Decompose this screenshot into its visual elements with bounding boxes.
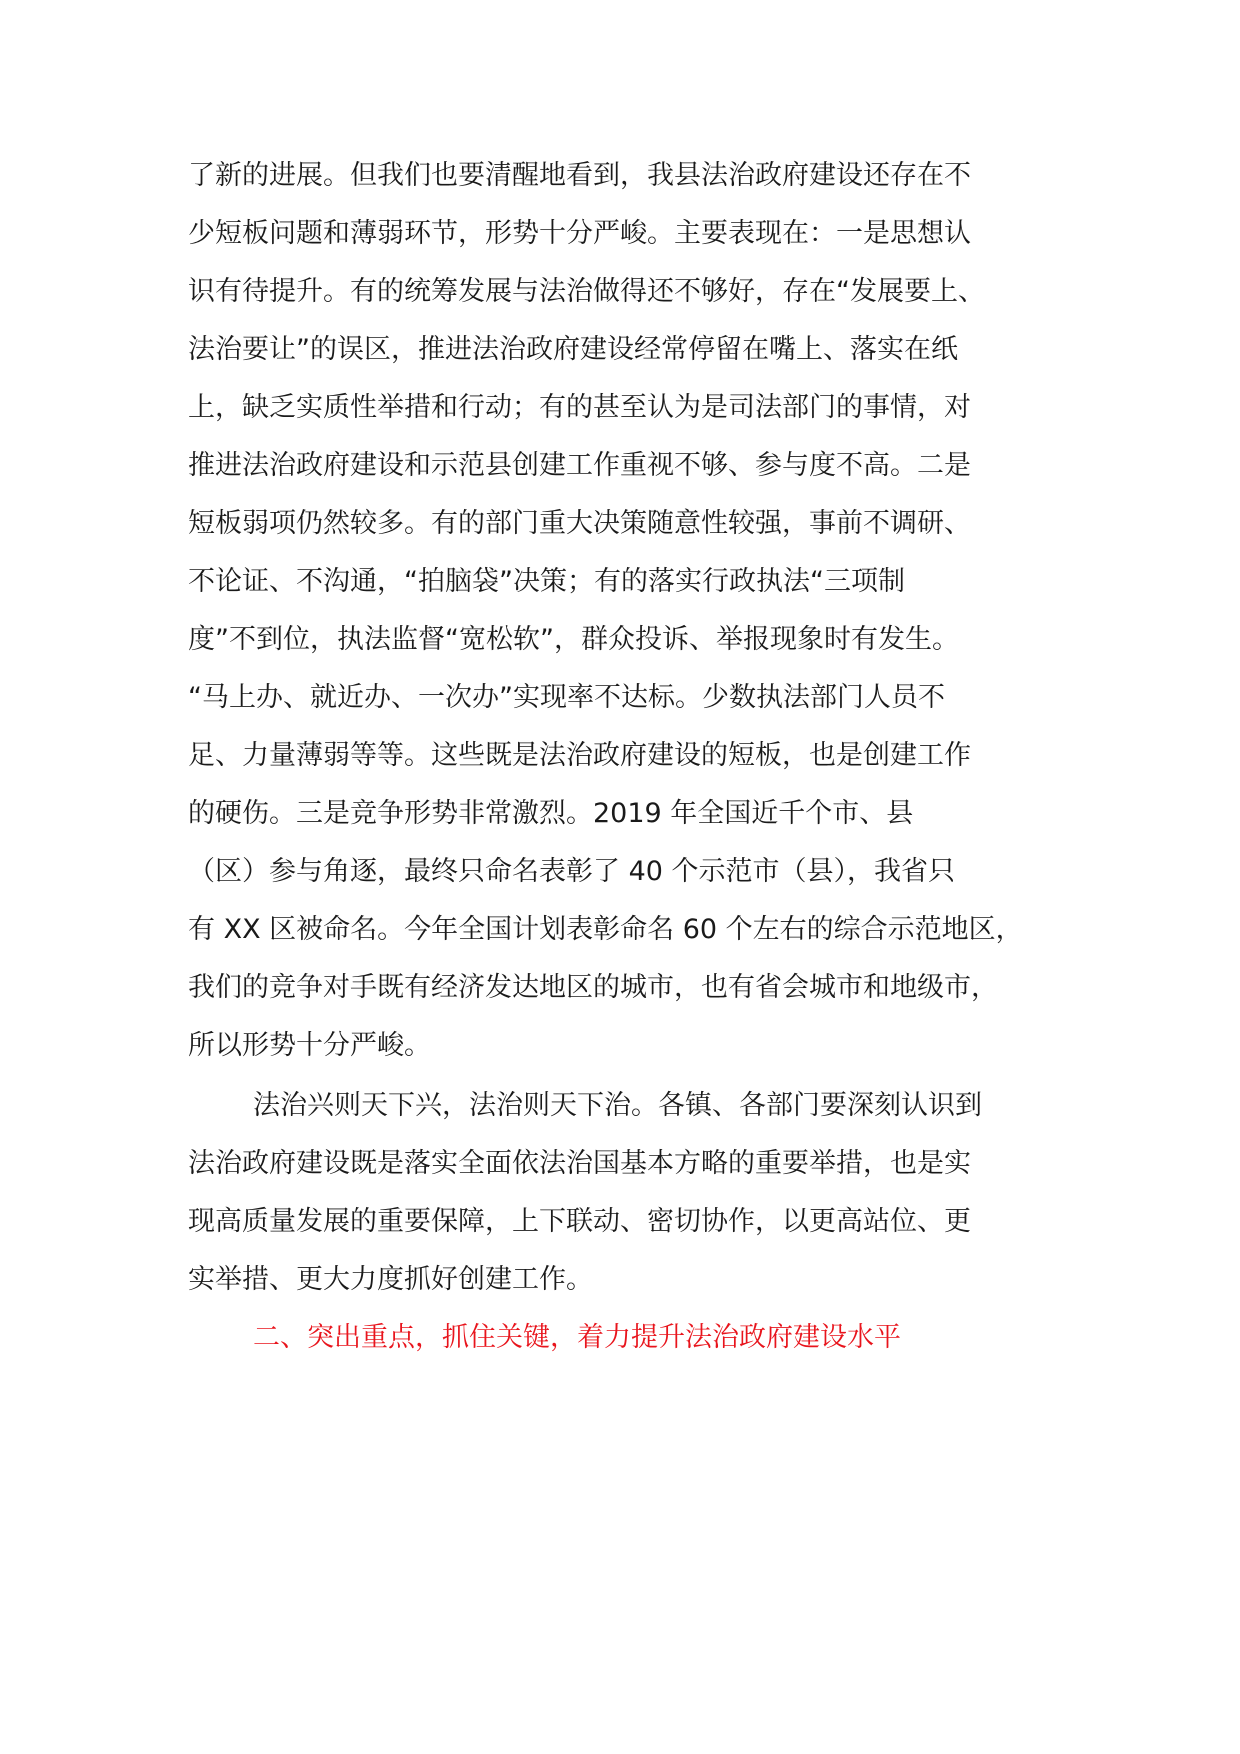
paragraph-1-line: 短板弱项仍然较多。有的部门重大决策随意性较强，事前不调研、 bbox=[188, 508, 971, 539]
paragraph-1-line: 少短板问题和薄弱环节，形势十分严峻。主要表现在：一是思想认 bbox=[188, 218, 971, 249]
section-heading: 二、突出重点，抓住关键，着力提升法治政府建设水平 bbox=[253, 1322, 901, 1353]
paragraph-1-line: 我们的竞争对手既有经济发达地区的城市，也有省会城市和地级市， bbox=[188, 972, 998, 1003]
paragraph-2-line: 法治政府建设既是落实全面依法治国基本方略的重要举措，也是实 bbox=[188, 1148, 971, 1179]
paragraph-1-line: 度”不到位，执法监督“宽松软”，群众投诉、举报现象时有发生。 bbox=[188, 624, 959, 655]
paragraph-2-line: 法治兴则天下兴，法治则天下治。各镇、各部门要深刻认识到 bbox=[253, 1090, 982, 1121]
paragraph-1-line: 识有待提升。有的统筹发展与法治做得还不够好，存在“发展要上、 bbox=[188, 276, 985, 307]
paragraph-1-line: 足、力量薄弱等等。这些既是法治政府建设的短板，也是创建工作 bbox=[188, 740, 971, 771]
paragraph-2-line: 现高质量发展的重要保障，上下联动、密切协作，以更高站位、更 bbox=[188, 1206, 971, 1237]
paragraph-1-line: 推进法治政府建设和示范县创建工作重视不够、参与度不高。二是 bbox=[188, 450, 971, 481]
paragraph-1-line: 上，缺乏实质性举措和行动；有的甚至认为是司法部门的事情，对 bbox=[188, 392, 971, 423]
paragraph-1-line: 有 XX 区被命名。今年全国计划表彰命名 60 个左右的综合示范地区， bbox=[188, 914, 1023, 945]
paragraph-1-line: 不论证、不沟通，“拍脑袋”决策；有的落实行政执法“三项制 bbox=[188, 566, 905, 597]
paragraph-1-line: “马上办、就近办、一次办”实现率不达标。少数执法部门人员不 bbox=[188, 682, 945, 713]
paragraph-1-line: 所以形势十分严峻。 bbox=[188, 1030, 431, 1061]
paragraph-1-line: （区）参与角逐，最终只命名表彰了 40 个示范市（县），我省只 bbox=[188, 856, 956, 887]
paragraph-2-line: 实举措、更大力度抓好创建工作。 bbox=[188, 1264, 593, 1295]
paragraph-1-line: 了新的进展。但我们也要清醒地看到，我县法治政府建设还存在不 bbox=[188, 160, 971, 191]
paragraph-1-line: 的硬伤。三是竞争形势非常激烈。2019 年全国近千个市、县 bbox=[188, 798, 914, 829]
paragraph-1-line: 法治要让”的误区，推进法治政府建设经常停留在嘴上、落实在纸 bbox=[188, 334, 958, 365]
